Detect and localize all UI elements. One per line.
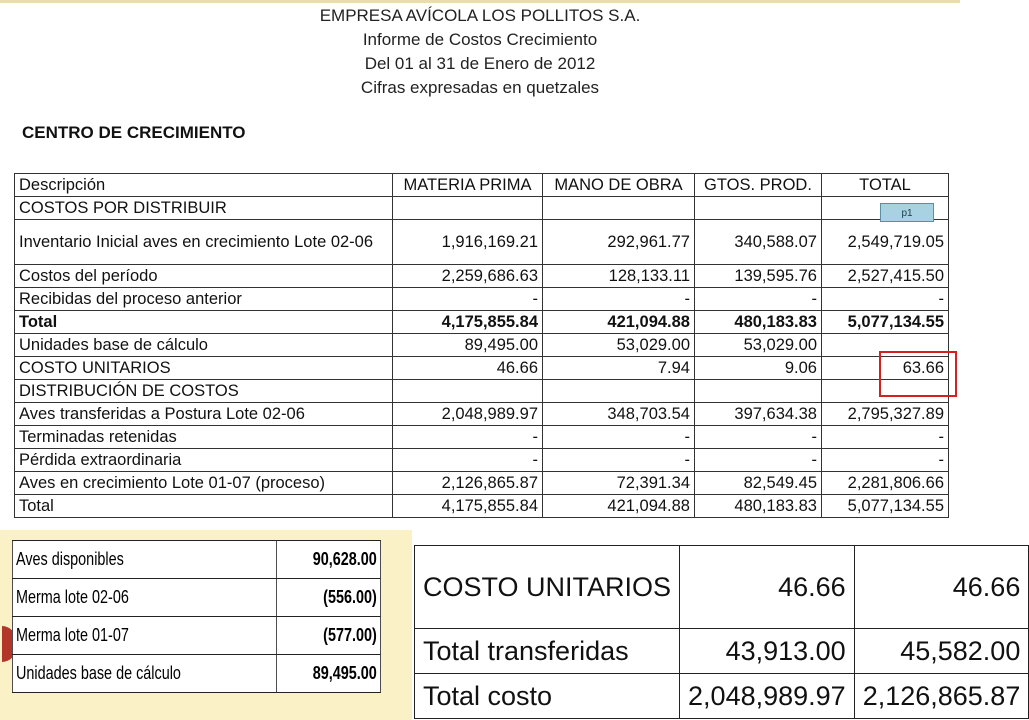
header-cell: MATERIA PRIMA [393, 174, 543, 197]
cell: 90,628.00 [276, 541, 380, 579]
row-label: Aves transferidas a Postura Lote 02-06 [15, 403, 393, 426]
row-label: Unidades base de cálculo [12, 655, 276, 693]
cell: 4,175,855.84 [393, 495, 543, 518]
cell: 5,077,134.55 [822, 311, 949, 334]
cell: - [543, 449, 695, 472]
header-cell: MANO DE OBRA [543, 174, 695, 197]
row-label: Total costo [415, 674, 680, 719]
cell: - [393, 426, 543, 449]
table-row [15, 380, 949, 403]
cell [393, 197, 543, 220]
table-row [15, 197, 949, 220]
table-row [415, 674, 1029, 719]
row-label: DISTRIBUCIÓN DE COSTOS [15, 380, 393, 403]
top-accent-bar [0, 0, 960, 3]
cell: (577.00) [276, 617, 380, 655]
p1-marker[interactable]: p1 [880, 203, 934, 222]
cell: 139,595.76 [695, 265, 822, 288]
table-row [15, 357, 949, 380]
row-label: Aves disponibles [12, 541, 276, 579]
cell: 2,795,327.89 [822, 403, 949, 426]
table-row [15, 403, 949, 426]
row-label: Unidades base de cálculo [15, 334, 393, 357]
cell: 46.66 [854, 546, 1029, 629]
cell: - [543, 426, 695, 449]
header-cell: Descripción [15, 174, 393, 197]
row-label: Total transferidas [415, 629, 680, 674]
table-row [15, 472, 949, 495]
row-label: Aves en crecimiento Lote 01-07 (proceso) [15, 472, 393, 495]
table-row [15, 220, 949, 265]
cell: - [822, 288, 949, 311]
cell: 5,077,134.55 [822, 495, 949, 518]
unit-cost-table [414, 545, 1029, 719]
cell: 9.06 [695, 357, 822, 380]
report-header [0, 4, 960, 100]
cell: 480,183.83 [695, 495, 822, 518]
cell [695, 380, 822, 403]
row-label: Merma lote 02-06 [12, 579, 276, 617]
table-row [15, 288, 949, 311]
table-row-total [15, 311, 949, 334]
row-label: Total [15, 311, 393, 334]
company-name: EMPRESA AVÍCOLA LOS POLLITOS S.A. [319, 6, 641, 25]
cell: 2,259,686.63 [393, 265, 543, 288]
cell: - [695, 449, 822, 472]
row-label: COSTO UNITARIOS [415, 546, 680, 629]
cost-table-header [15, 174, 949, 197]
table-row [15, 334, 949, 357]
cell: - [822, 449, 949, 472]
cell: 348,703.54 [543, 403, 695, 426]
cell: 4,175,855.84 [393, 311, 543, 334]
table-row [12, 579, 380, 617]
cell: 53,029.00 [543, 334, 695, 357]
cell: - [543, 288, 695, 311]
report-title: Informe de Costos Crecimiento [362, 30, 598, 49]
cell [543, 380, 695, 403]
row-label: Recibidas del proceso anterior [15, 288, 393, 311]
cell: 2,281,806.66 [822, 472, 949, 495]
cell: 82,549.45 [695, 472, 822, 495]
table-row [15, 495, 949, 518]
header-cell: TOTAL [822, 174, 949, 197]
cell: - [393, 449, 543, 472]
row-label: Costos del período [15, 265, 393, 288]
cell [695, 197, 822, 220]
cell: 46.66 [680, 546, 855, 629]
table-row [15, 449, 949, 472]
cell: 63.66 [822, 357, 949, 380]
cell: 1,916,169.21 [393, 220, 543, 265]
row-label: COSTO UNITARIOS [15, 357, 393, 380]
cost-table [14, 173, 949, 518]
table-row [12, 541, 380, 579]
table-row [12, 655, 380, 693]
table-row [415, 629, 1029, 674]
cell: 397,634.38 [695, 403, 822, 426]
cell: 128,133.11 [543, 265, 695, 288]
cell: (556.00) [276, 579, 380, 617]
cell: 45,582.00 [854, 629, 1029, 674]
cell [543, 197, 695, 220]
header-cell: GTOS. PROD. [695, 174, 822, 197]
cell: 292,961.77 [543, 220, 695, 265]
cell: - [822, 426, 949, 449]
highlight-box [879, 351, 957, 397]
cell: 2,048,989.97 [393, 403, 543, 426]
report-period: Del 01 al 31 de Enero de 2012 [364, 54, 596, 73]
table-row [415, 546, 1029, 629]
cell: 421,094.88 [543, 311, 695, 334]
table-row [12, 617, 380, 655]
cell: 89,495.00 [393, 334, 543, 357]
cell: 2,126,865.87 [393, 472, 543, 495]
cell: 7.94 [543, 357, 695, 380]
section-title: CENTRO DE CRECIMIENTO [22, 123, 246, 142]
cell: 72,391.34 [543, 472, 695, 495]
cell: 2,126,865.87 [854, 674, 1029, 719]
cell: 421,094.88 [543, 495, 695, 518]
row-label: Inventario Inicial aves en crecimiento Lote 02-06 [15, 220, 393, 265]
row-label: Terminadas retenidas [15, 426, 393, 449]
table-row [15, 265, 949, 288]
cell: 2,048,989.97 [680, 674, 855, 719]
row-label: Total [15, 495, 393, 518]
cell: - [695, 426, 822, 449]
cell: - [695, 288, 822, 311]
cell: 2,527,415.50 [822, 265, 949, 288]
cell: 46.66 [393, 357, 543, 380]
cell: - [393, 288, 543, 311]
cell: 89,495.00 [276, 655, 380, 693]
cell: 53,029.00 [695, 334, 822, 357]
row-label: Merma lote 01-07 [12, 617, 276, 655]
units-table [12, 540, 381, 693]
row-label: Pérdida extraordinaria [15, 449, 393, 472]
table-row [15, 426, 949, 449]
cell: 480,183.83 [695, 311, 822, 334]
cell [393, 380, 543, 403]
cell: 340,588.07 [695, 220, 822, 265]
cell: 43,913.00 [680, 629, 855, 674]
report-currency: Cifras expresadas en quetzales [360, 78, 600, 97]
row-label: COSTOS POR DISTRIBUIR [15, 197, 393, 220]
cell: 2,549,719.05 [822, 220, 949, 265]
